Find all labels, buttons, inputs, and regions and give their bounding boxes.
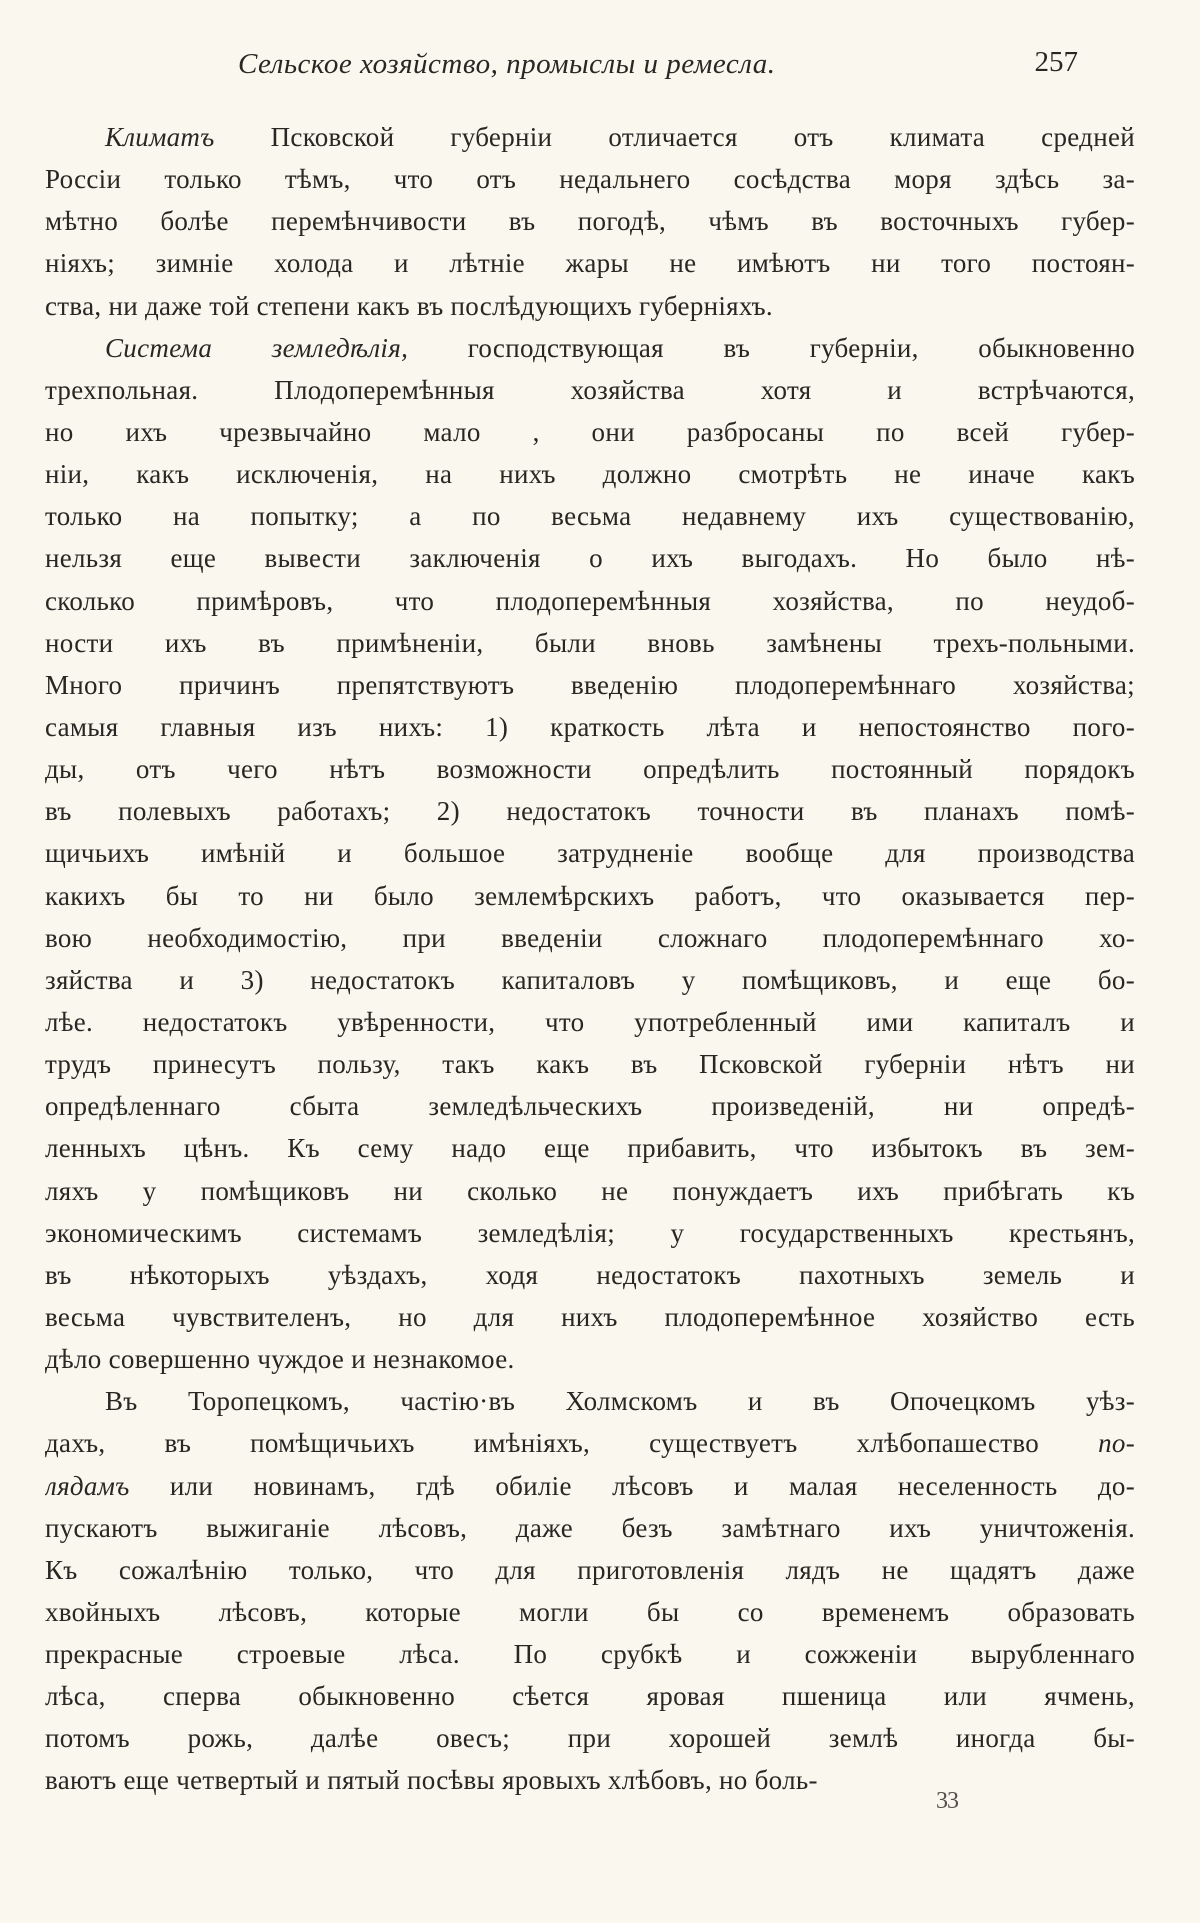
line-text: экономическимъ системамъ земледѣлія; у государственныхъ крестьянъ, [45, 1217, 1135, 1248]
text-line [45, 790, 1135, 832]
text-line [45, 453, 1135, 495]
text-line [45, 285, 1135, 327]
paragraph [45, 1380, 1135, 1801]
line-text: весьма чувствителенъ, но для нихъ плодоперемѣнное хозяйство есть [45, 1301, 1135, 1332]
line-text: ніяхъ; зимніе холода и лѣтніе жары не имѣютъ ни того постоян- [45, 248, 1135, 279]
italic-term: по- [1098, 1428, 1135, 1459]
text-line [45, 917, 1135, 959]
line-text: Много причинъ препятствуютъ введенію плодоперемѣннаго хозяйства; [45, 669, 1135, 700]
line-text: Въ Торопецкомъ, частію·въ Холмскомъ и въ Опочецкомъ уѣз- [105, 1386, 1135, 1417]
line-text: ды, отъ чего нѣтъ возможности опредѣлить постоянный порядокъ [45, 754, 1135, 785]
line-text: опредѣленнаго сбыта земледѣльческихъ произведеній, ни опредѣ- [45, 1091, 1135, 1122]
text-line [45, 158, 1135, 200]
line-text: или новинамъ, гдѣ обиліе лѣсовъ и малая неселенность до- [129, 1470, 1135, 1501]
line-text: Псковской губерніи отличается отъ климата средней [214, 122, 1135, 152]
text-line [45, 116, 1135, 158]
text-line [45, 1380, 1135, 1422]
line-text: самыя главныя изъ нихъ: 1) краткость лѣта и непостоянство пого- [45, 711, 1135, 742]
text-line [45, 1296, 1135, 1338]
text-line [45, 1043, 1135, 1085]
line-text: трехпольная. Плодоперемѣнныя хозяйства хотя и встрѣчаются, [45, 374, 1135, 405]
paragraph [45, 116, 1135, 327]
text-line [45, 580, 1135, 622]
line-text: какихъ бы то ни было землемѣрскихъ работъ, что оказывается пер- [45, 880, 1135, 911]
line-text: дахъ, въ помѣщичьихъ имѣніяхъ, существуетъ хлѣбопашество [45, 1428, 1099, 1459]
line-text: зяйства и 3) недостатокъ капиталовъ у помѣщиковъ, и еще бо- [45, 964, 1135, 995]
text-line [45, 411, 1135, 453]
line-text: только на попытку; а по весьма недавнему ихъ существованію, [45, 501, 1135, 532]
text-line [45, 706, 1135, 748]
text-line [45, 1549, 1135, 1591]
text-line [45, 1127, 1135, 1169]
line-text: мѣтно болѣе перемѣнчивости въ погодѣ, чѣмъ въ восточныхъ губер- [45, 206, 1135, 237]
text-line [45, 1085, 1135, 1127]
line-text: лѣса, сперва обыкновенно сѣется яровая пшеница или ячмень, [45, 1681, 1135, 1712]
line-text: вою необходимостію, при введеніи сложнаго плодоперемѣннаго хо- [45, 922, 1135, 953]
text-line [45, 875, 1135, 917]
line-text: пускаютъ выжиганіе лѣсовъ, даже безъ замѣтнаго ихъ уничтоженія. [45, 1512, 1135, 1543]
text-line [45, 832, 1135, 874]
line-text: хвойныхъ лѣсовъ, которые могли бы со временемъ образовать [45, 1596, 1135, 1627]
text-line [45, 537, 1135, 579]
text-line [45, 1507, 1135, 1549]
text-line [45, 200, 1135, 242]
line-text: въ нѣкоторыхъ уѣздахъ, ходя недостатокъ пахотныхъ земель и [45, 1259, 1135, 1290]
paragraph [45, 327, 1135, 1381]
italic-term: Система земледѣлія, [105, 332, 409, 363]
text-line [45, 495, 1135, 537]
line-text: ляхъ у помѣщиковъ ни сколько не понуждаетъ ихъ прибѣгать къ [45, 1175, 1135, 1206]
text-line [45, 1254, 1135, 1296]
text-line [45, 1212, 1135, 1254]
line-text: трудъ принесутъ пользу, такъ какъ въ Псковской губерніи нѣтъ ни [45, 1049, 1135, 1080]
running-title: Сельское хозяйство, промыслы и ремесла. [238, 48, 776, 80]
line-text: Къ сожалѣнію только, что для приготовленія лядъ не щадятъ даже [45, 1554, 1135, 1585]
text-line [45, 1170, 1135, 1212]
text-line [45, 664, 1135, 706]
text-line [45, 1675, 1135, 1717]
text-line [45, 1591, 1135, 1633]
line-text: ніи, какъ исключенія, на нихъ должно смотрѣть не иначе какъ [45, 459, 1135, 490]
text-line [45, 369, 1135, 411]
line-text: дѣло совершенно чуждое и незнакомое. [45, 1344, 515, 1375]
text-line [45, 1759, 1135, 1801]
line-text: но ихъ чрезвычайно мало , они разбросаны по всей губер- [45, 416, 1135, 447]
italic-term: Климатъ [105, 122, 215, 152]
line-text: лѣе. недостатокъ увѣренности, что употребленный ими капиталъ и [45, 1006, 1135, 1037]
line-text: господствующая въ губерніи, обыкновенно [408, 332, 1135, 363]
text-line [45, 242, 1135, 284]
line-text: ленныхъ цѣнъ. Къ сему надо еще прибавить, что избытокъ въ зем- [45, 1133, 1135, 1164]
text-line [45, 622, 1135, 664]
line-text: потомъ рожь, далѣе овесъ; при хорошей землѣ иногда бы- [45, 1723, 1135, 1754]
text-line [45, 1717, 1135, 1759]
text-line [45, 1422, 1135, 1464]
line-text: ства, ни даже той степени какъ въ послѣдующихъ губерніяхъ. [45, 290, 773, 321]
page-number: 257 [1034, 46, 1078, 78]
line-text: Россіи только тѣмъ, что отъ недальнего сосѣдства моря здѣсь за- [45, 164, 1135, 195]
line-text: щичьихъ имѣній и большое затрудненіе вообще для производства [45, 838, 1135, 869]
text-line [45, 1465, 1135, 1507]
text-line [45, 1338, 1135, 1380]
signature-mark: 33 [936, 1788, 958, 1814]
line-text: сколько примѣровъ, что плодоперемѣнныя хозяйства, по неудоб- [45, 585, 1135, 616]
line-text: прекрасные строевые лѣса. По срубкѣ и сожженіи вырубленнаго [45, 1639, 1135, 1670]
text-line [45, 1633, 1135, 1675]
text-line [45, 327, 1135, 369]
text-line [45, 1001, 1135, 1043]
running-header [238, 48, 1078, 92]
line-text: нельзя еще вывести заключенія о ихъ выгодахъ. Но было нѣ- [45, 543, 1135, 574]
body-text [45, 116, 1135, 1802]
text-line [45, 959, 1135, 1001]
text-line [45, 748, 1135, 790]
line-text: ваютъ еще четвертый и пятый посѣвы яровыхъ хлѣбовъ, но боль- [45, 1765, 818, 1796]
italic-term: лядамъ [45, 1470, 130, 1501]
line-text: ности ихъ въ примѣненіи, были вновь замѣнены трехъ-польными. [45, 627, 1135, 658]
line-text: въ полевыхъ работахъ; 2) недостатокъ точности въ планахъ помѣ- [45, 796, 1135, 827]
